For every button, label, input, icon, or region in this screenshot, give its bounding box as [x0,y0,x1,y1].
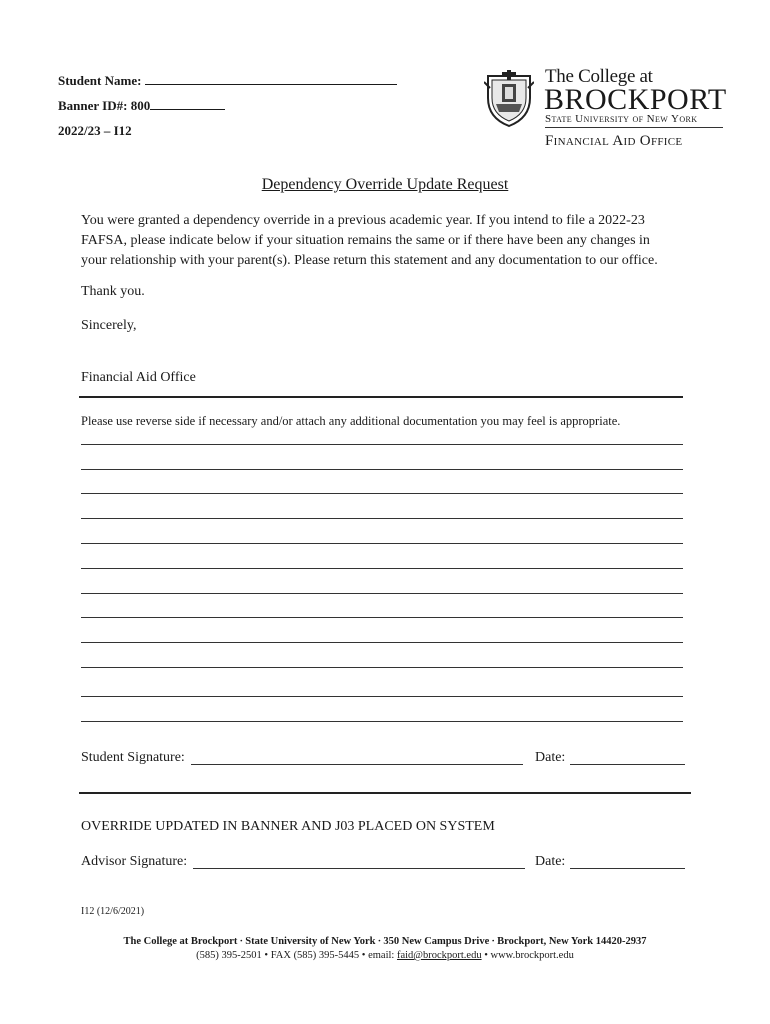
student-date-label: Date: [535,750,566,765]
footer-phone-fax: (585) 395-2501 • FAX (585) 395-5445 • email: [196,950,395,961]
response-line[interactable] [81,518,683,519]
response-line[interactable] [81,642,683,643]
response-line[interactable] [81,617,683,618]
student-name-row [58,73,397,89]
banner-id-field[interactable] [150,98,225,110]
response-line[interactable] [81,593,683,594]
response-line[interactable] [81,543,683,544]
section-divider [79,396,683,398]
logo-line-brockport: BROCKPORT [544,83,727,116]
student-signature-label: Student Signature: [81,750,185,765]
sincerely: Sincerely, [81,318,137,333]
advisor-signature-field[interactable] [193,868,525,869]
footer-contact [0,950,770,961]
response-line[interactable] [81,493,683,494]
form-code: I12 (12/6/2021) [81,906,145,917]
student-name-field[interactable] [145,73,397,85]
footer-website[interactable]: • www.brockport.edu [484,950,574,961]
response-line[interactable] [81,444,683,445]
advisor-date-label: Date: [535,854,566,869]
response-line[interactable] [81,469,683,470]
paragraph-line: You were granted a dependency override in a previous academic year. If you intend to file a 2022-23 [81,213,645,228]
override-note: OVERRIDE UPDATED IN BANNER AND J03 PLACED ON SYSTEM [81,819,495,834]
response-line[interactable] [81,568,683,569]
advisor-date-field[interactable] [570,868,685,869]
banner-id-row [58,98,225,114]
student-date-field[interactable] [570,764,685,765]
response-line[interactable] [81,696,683,697]
year-code: 2022/23 – I12 [58,123,132,138]
response-line[interactable] [81,721,683,722]
document-title: Dependency Override Update Request [261,176,509,193]
logo-line-suny: State University of New York [545,113,723,128]
office-use-divider [79,792,691,794]
instruction-note: Please use reverse side if necessary and/or attach any additional documentation you may feel is appropriate. [81,414,621,428]
logo-line-financial-aid: Financial Aid Office [545,133,683,149]
college-logo [484,66,727,152]
student-signature-field[interactable] [191,764,523,765]
college-seal-icon [484,68,534,130]
paragraph-line: your relationship with your parent(s). Please return this statement and any documentation to our office. [81,253,658,268]
student-name-label: Student Name: [58,73,142,88]
paragraph-line: FAFSA, please indicate below if your situation remains the same or if there have been any changes in [81,233,650,248]
footer-email-link[interactable]: faid@brockport.edu [396,950,482,961]
intro-paragraph [81,211,691,271]
banner-id-label: Banner ID#: 800 [58,98,151,113]
thank-you: Thank you. [81,284,145,299]
advisor-signature-label: Advisor Signature: [81,854,188,869]
logo-line-college-at: The College at [545,66,653,87]
response-line[interactable] [81,667,683,668]
footer-address: The College at Brockport ∙ State University of New York ∙ 350 New Campus Drive ∙ Brockport, New York 14420-2937 [123,936,647,947]
signoff: Financial Aid Office [81,370,196,385]
